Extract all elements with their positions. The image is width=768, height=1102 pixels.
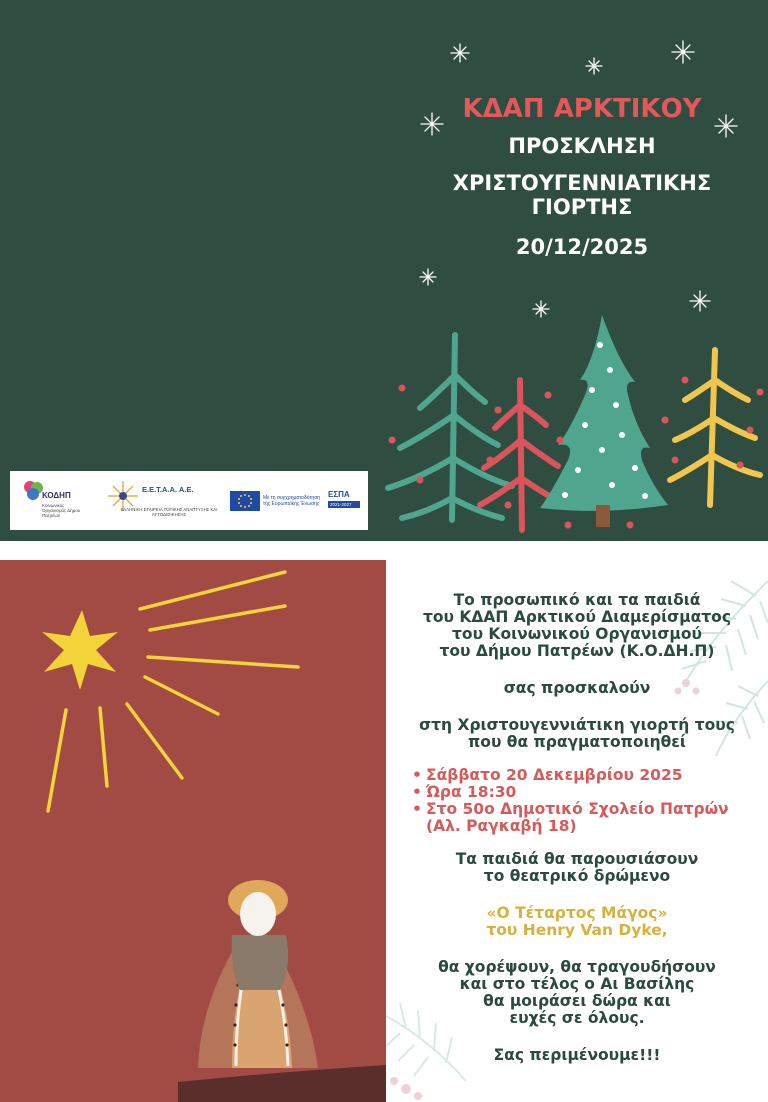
eu-flag-icon: [230, 491, 260, 511]
eetaa-logo: [100, 477, 220, 525]
kodip-name: ΚΟΔΗΠ: [42, 491, 71, 500]
star-rays: [48, 572, 298, 811]
intro-line-3: του Κοινωνικού Οργανισμού: [452, 625, 702, 643]
kodip-emblem-icon: [22, 479, 44, 501]
eu-logo: [230, 491, 322, 513]
intro-line-1: Το προσωπικό και τα παιδιά: [453, 591, 701, 609]
eu-caption: Με τη συγχρηματοδότηση της Ευρωπαϊκής Ένωσης: [263, 495, 321, 507]
play-author: του Henry Van Dyke,: [486, 921, 668, 939]
closing-line-2: και στο τέλος ο Αι Βασίλης: [459, 975, 695, 993]
cover-titles: [390, 92, 768, 259]
espa-name: ΕΣΠΑ: [328, 490, 350, 499]
sponsor-logos-strip: [10, 471, 368, 530]
eetaa-subtitle: ΕΛΛΗΝΙΚΗ ΕΤΑΙΡΕΙΑ ΤΟΠΙΚΗΣ ΑΝΑΠΤΥΞΗΣ ΚΑΙ ΑΥΤΟΔΙΟΙΚΗΣΗΣ: [120, 507, 218, 517]
eetaa-name: Ε.Ε.Τ.Α.Α. Α.Ε.: [142, 485, 194, 494]
event-line-2: που θα πραγματοποιηθεί: [468, 733, 686, 751]
christmas-trees-illustration: [380, 300, 768, 541]
play-intro-1: Τα παιδιά θα παρουσιάσουν: [455, 850, 699, 868]
play-intro-2: το θεατρικό δρώμενο: [483, 867, 671, 885]
sparkle-icon: [586, 58, 602, 74]
kodip-subtitle: Κοινωνικός Οργανισμός Δήμου Πατρέων: [42, 503, 81, 518]
closing-line-1: θα χορέψουν, θα τραγουδήσουν: [438, 958, 716, 976]
detail-venue-address: (Αλ. Ραγκαβή 18): [426, 817, 577, 835]
event-title-line1: ΧΡΙΣΤΟΥΓΕΝΝΙΑΤΙΚΗΣ: [452, 171, 712, 195]
illustration-panel: [0, 560, 386, 1102]
invitation-body: [386, 592, 768, 1064]
closing-line-4: ευχές σε όλους.: [509, 1009, 645, 1027]
cover-panel: [0, 0, 768, 541]
wise-man-star-illustration: [0, 560, 386, 1102]
invitation-text-panel: [386, 541, 768, 1102]
event-line-1: στη Χριστουγεννιάτικη γιορτή τους: [419, 716, 735, 734]
event-details-list: [386, 767, 768, 835]
kodip-logo: [22, 479, 82, 523]
signoff: Σας περιμένουμε!!!: [493, 1046, 661, 1064]
sparkle-icon: [672, 41, 694, 63]
intro-line-4: του Δήμου Πατρέων (Κ.Ο.ΔΗ.Π): [439, 642, 715, 660]
details-section: [0, 541, 768, 1102]
star-icon: [42, 610, 118, 690]
filled-tree-icon: [540, 315, 668, 527]
detail-date: • Σάββατο 20 Δεκεμβρίου 2025: [412, 767, 768, 784]
play-title: «Ο Τέταρτος Μάγος»: [486, 904, 668, 922]
detail-venue: [412, 801, 768, 835]
org-title: ΚΔΑΠ ΑΡΚΤΙΚΟΥ: [462, 94, 702, 124]
line-tree-yellow-icon: [670, 350, 760, 505]
sparkle-icon: [420, 269, 436, 285]
detail-venue-name: Στο 50ο Δημοτικό Σχολείο Πατρών: [426, 800, 729, 818]
invite-line: σας προσκαλούν: [503, 679, 651, 697]
sparkle-icon: [451, 44, 469, 62]
invite-title: ΠΡΟΣΚΛΗΣΗ: [508, 134, 656, 158]
event-date: 20/12/2025: [515, 235, 649, 259]
intro-line-2: του ΚΔΑΠ Αρκτικού Διαμερίσματος: [422, 608, 732, 626]
wise-man-figure: [198, 880, 318, 1068]
espa-years: 2021-2027: [328, 501, 360, 508]
closing-line-3: θα μοιράσει δώρα και: [483, 992, 671, 1010]
ground: [178, 1065, 386, 1102]
espa-logo: [328, 490, 360, 514]
detail-time: • Ώρα 18:30: [412, 784, 768, 801]
event-title-line2: ΓΙΟΡΤΗΣ: [531, 195, 633, 219]
